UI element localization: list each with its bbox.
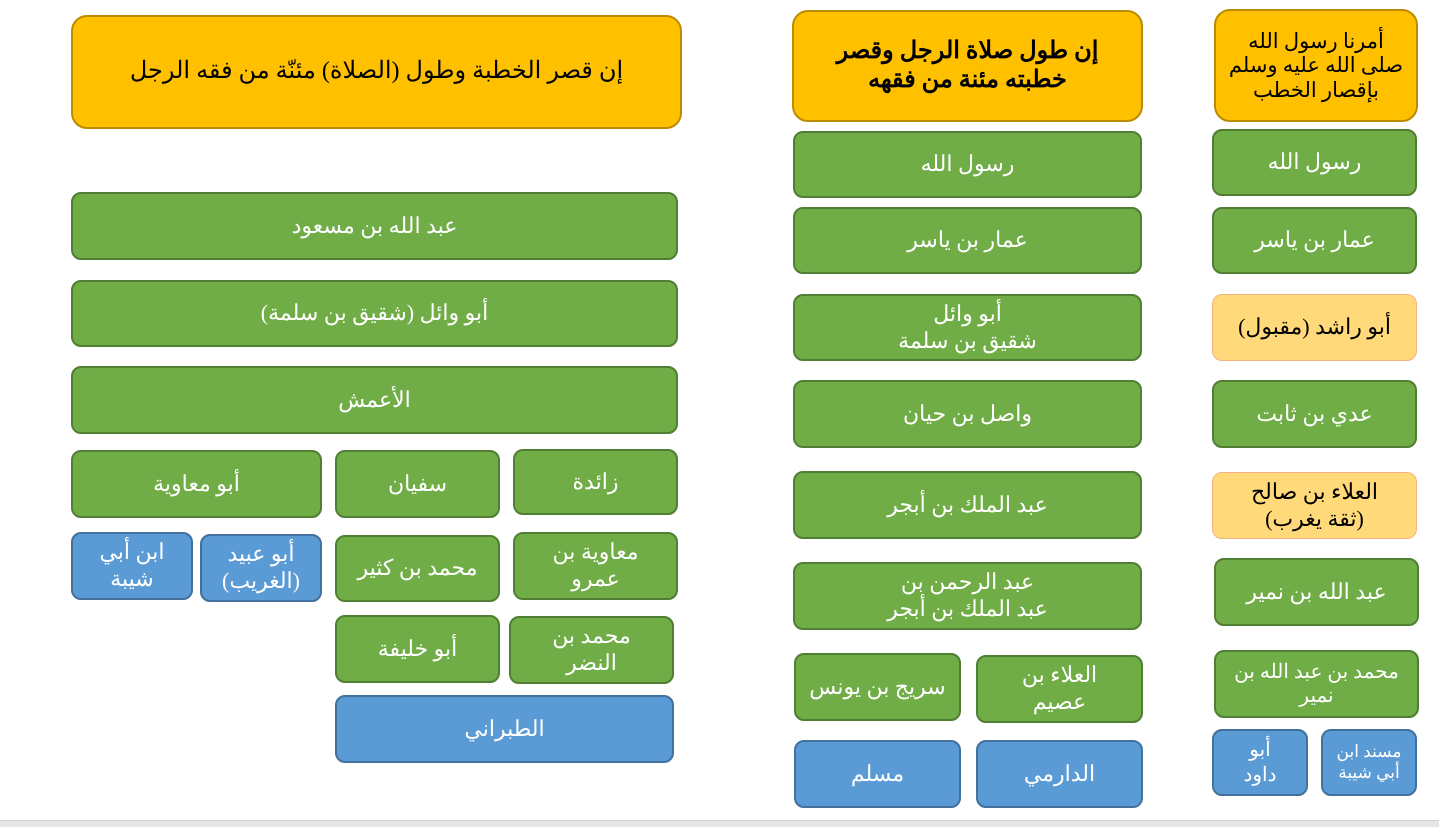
left-chain-heading: إن قصر الخطبة وطول (الصلاة) مئنّة من فقه الرجل bbox=[71, 15, 682, 129]
right-source-abu-dawud: أبو داود bbox=[1212, 729, 1308, 796]
left-narrator-muhammad-bin-kathir: محمد بن كثير bbox=[335, 535, 500, 602]
left-source-abu-ubayd: أبو عبيد (الغريب) bbox=[200, 534, 322, 602]
middle-narrator-abd-al-malik: عبد الملك بن أبجر bbox=[793, 471, 1142, 539]
middle-narrator-wasil: واصل بن حيان bbox=[793, 380, 1142, 448]
left-narrator-abu-khalifa: أبو خليفة bbox=[335, 615, 500, 683]
middle-narrator-abd-al-rahman: عبد الرحمن بن عبد الملك بن أبجر bbox=[793, 562, 1142, 630]
middle-narrator-prophet: رسول الله bbox=[793, 131, 1142, 198]
right-narrator-adi: عدي بن ثابت bbox=[1212, 380, 1417, 448]
middle-narrator-abu-wail: أبو وائل شقيق بن سلمة bbox=[793, 294, 1142, 361]
left-narrator-zaida: زائدة bbox=[513, 449, 678, 515]
left-narrator-muhammad-bin-nadr: محمد بن النضر bbox=[509, 616, 674, 684]
left-narrator-abu-wail: أبو وائل (شقيق بن سلمة) bbox=[71, 280, 678, 347]
right-narrator-abu-rashid: أبو راشد (مقبول) bbox=[1212, 294, 1417, 361]
right-narrator-ammar: عمار بن ياسر bbox=[1212, 207, 1417, 274]
left-narrator-abu-muawiya: أبو معاوية bbox=[71, 450, 322, 518]
left-narrator-ibn-masud: عبد الله بن مسعود bbox=[71, 192, 678, 260]
left-narrator-amash: الأعمش bbox=[71, 366, 678, 434]
middle-narrator-ammar: عمار بن ياسر bbox=[793, 207, 1142, 274]
middle-chain-heading: إن طول صلاة الرجل وقصر خطبته مئنة من فقهه bbox=[792, 10, 1143, 122]
right-narrator-muhammad-bin-numayr: محمد بن عبد الله بن نمير bbox=[1214, 650, 1419, 718]
right-source-ibn-abi-shayba: مسند ابن أبي شيبة bbox=[1321, 729, 1417, 796]
left-source-tabarani: الطبراني bbox=[335, 695, 674, 763]
middle-narrator-ala-bin-usaym: العلاء بن عصيم bbox=[976, 655, 1143, 723]
middle-source-darimi: الدارمي bbox=[976, 740, 1143, 808]
bottom-scrollbar[interactable] bbox=[0, 820, 1439, 827]
right-narrator-abdullah-bin-numayr: عبد الله بن نمير bbox=[1214, 558, 1419, 626]
left-narrator-muawiya-bin-amr: معاوية بن عمرو bbox=[513, 532, 678, 600]
middle-narrator-surayj: سريج بن يونس bbox=[794, 653, 961, 721]
right-chain-heading: أمرنا رسول الله صلى الله عليه وسلم بإقصار الخطب bbox=[1214, 9, 1418, 122]
left-narrator-sufyan: سفيان bbox=[335, 450, 500, 518]
middle-source-muslim: مسلم bbox=[794, 740, 961, 808]
left-source-ibn-abi-shayba: ابن أبي شيبة bbox=[71, 532, 193, 600]
right-narrator-prophet: رسول الله bbox=[1212, 129, 1417, 196]
right-narrator-ala-bin-salih: العلاء بن صالح (ثقة يغرب) bbox=[1212, 472, 1417, 539]
